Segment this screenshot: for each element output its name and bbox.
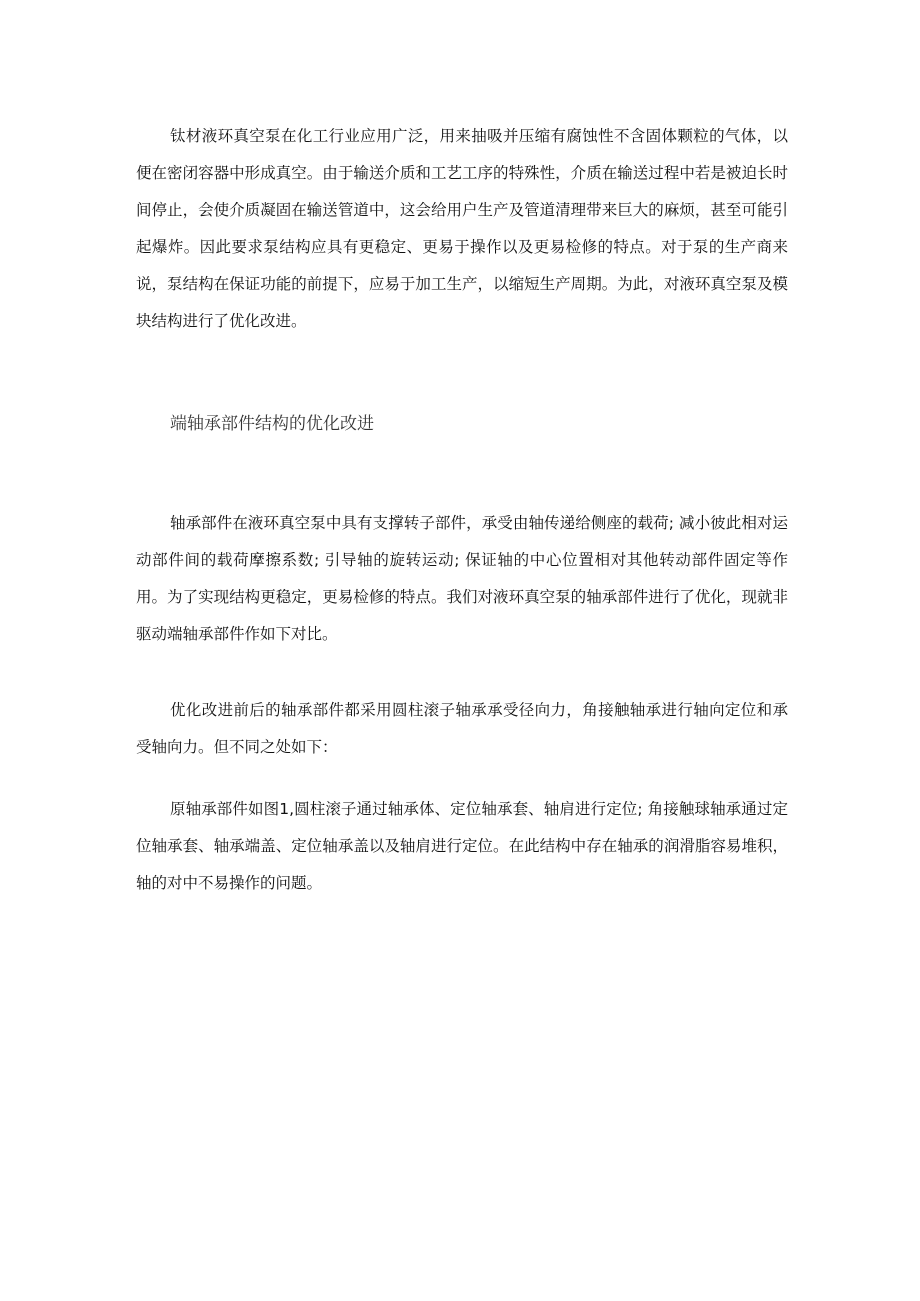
original-structure-paragraph: 原轴承部件如图1,圆柱滚子通过轴承体、定位轴承套、轴肩进行定位; 角接触球轴承通过定位轴承套、轴承端盖、定位轴承盖以及轴肩进行定位。在此结构中存在轴承的润滑脂容易堆积，轴的对中不易操作的问题。: [136, 800, 788, 892]
section-heading: 端轴承部件结构的优化改进: [170, 414, 374, 434]
intro-paragraph: 钛材液环真空泵在化工行业应用广泛，用来抽吸并压缩有腐蚀性不含固体颗粒的气体，以便在密闭容器中形成真空。由于输送介质和工艺工序的特殊性，介质在输送过程中若是被迫长时间停止，会使介质凝固在输送管道中，这会给用户生产及管道清理带来巨大的麻烦，甚至可能引起爆炸。因此要求泵结构应具有更稳定、更易于操作以及更易检修的特点。对于泵的生产商来说，泵结构在保证功能的前提下，应易于加工生产，以缩短生产周期。为此，对液环真空泵及模块结构进行了优化改进。: [136, 127, 788, 330]
optimization-common-paragraph: 优化改进前后的轴承部件都采用圆柱滚子轴承承受径向力，角接触轴承进行轴向定位和承受轴向力。但不同之处如下：: [136, 701, 788, 756]
bearing-function-paragraph: 轴承部件在液环真空泵中具有支撑转子部件，承受由轴传递给侧座的载荷; 减小彼此相对运动部件间的载荷摩擦系数; 引导轴的旋转运动; 保证轴的中心位置相对其他转动部件固定等作用。为了实现结构更稳定，更易检修的特点。我们对液环真空泵的轴承部件进行了优化，现就非驱动端轴承部件作如下对比。: [136, 514, 788, 643]
